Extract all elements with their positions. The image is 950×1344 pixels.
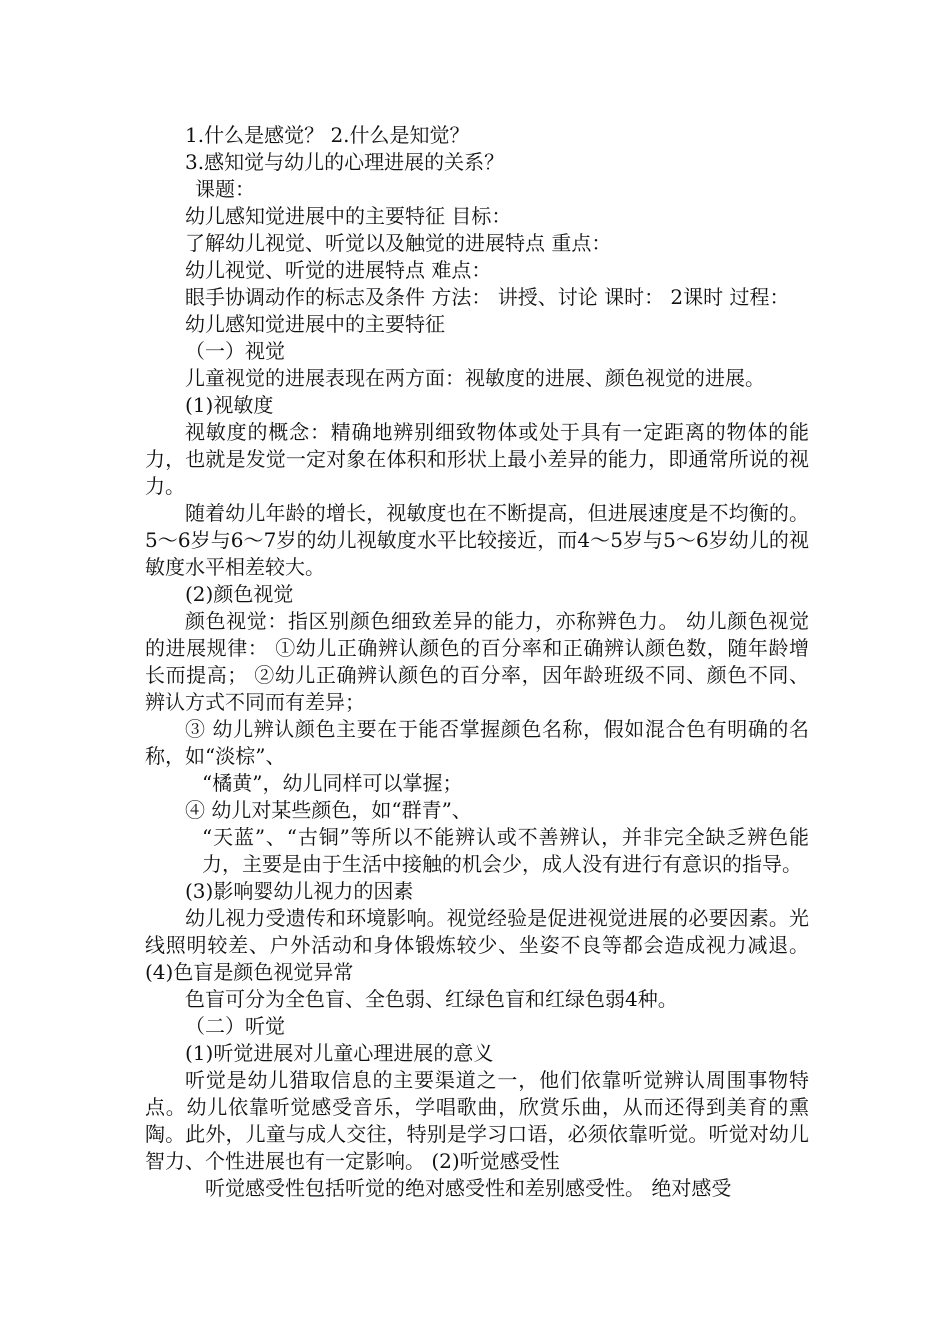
section-heading: 幼儿感知觉进展中的主要特征 xyxy=(185,312,445,336)
subsection-vision: （一）视觉 xyxy=(185,339,285,363)
paragraph: 随着幼儿年龄的增长，视敏度也在不断提高，但进展速度是不均衡的。5～6岁与6～7岁的幼儿视敏度水平比较接近，而4～5岁与5～6岁幼儿的视敏度水平相差较大。 xyxy=(145,501,809,579)
question-line-1: 1.什么是感觉？ 2.什么是知觉？ xyxy=(185,123,470,147)
topic-label: 课题： xyxy=(195,177,255,201)
paragraph: 儿童视觉的进展表现在两方面：视敏度的进展、颜色视觉的进展。 xyxy=(185,366,765,390)
paragraph: 颜色视觉：指区别颜色细致差异的能力，亦称辨色力。 幼儿颜色视觉的进展规律： ①幼儿正确辨认颜色的百分率和正确辨认颜色数，随年龄增长而提高； ②幼儿正确辨认颜色的百分率，因年龄班级不同、颜色不同、辨认方式不同而有差异； xyxy=(145,609,809,714)
goal-keypoint-line: 了解幼儿视觉、听觉以及触觉的进展特点 重点： xyxy=(185,231,612,255)
item-heading-hearing-significance: (1)听觉进展对儿童心理进展的意义 xyxy=(185,1041,494,1065)
paragraph: “橘黄”，幼儿同样可以掌握； xyxy=(202,771,463,795)
item-heading-visual-acuity: (1)视敏度 xyxy=(185,393,274,417)
paragraph: 视敏度的概念：精确地辨别细致物体或处于具有一定距离的物体的能力，也就是发觉一定对象在体积和形状上最小差异的能力，即通常所说的视力。 xyxy=(145,420,809,498)
paragraph: 色盲可分为全色盲、全色弱、红绿色盲和红绿色弱4种。 xyxy=(185,987,678,1011)
keypoint-difficulty-line: 幼儿视觉、听觉的进展特点 难点： xyxy=(185,258,492,282)
paragraph: ③ 幼儿辨认颜色主要在于能否掌握颜色名称，假如混合色有明确的名称，如“淡棕”、 xyxy=(145,717,809,768)
subsection-hearing: （二）听觉 xyxy=(185,1014,285,1038)
paragraph: 幼儿视力受遗传和环境影响。视觉经验是促进视觉进展的必要因素。光线照明较差、户外活动和身体锻炼较少、坐姿不良等都会造成视力减退。 (4)色盲是颜色视觉异常 xyxy=(145,906,809,984)
paragraph: “天蓝”、“古铜”等所以不能辨认或不善辨认，并非完全缺乏辨色能力，主要是由于生活中接触的机会少，成人没有进行有意识的指导。 xyxy=(202,825,809,876)
item-heading-vision-factors: (3)影响婴幼儿视力的因素 xyxy=(185,879,414,903)
document-page xyxy=(145,122,809,1202)
paragraph: 听觉感受性包括听觉的绝对感受性和差别感受性。 绝对感受 xyxy=(205,1176,732,1200)
paragraph: 听觉是幼儿猎取信息的主要渠道之一，他们依靠听觉辨认周围事物特点。幼儿依靠听觉感受音乐，学唱歌曲，欣赏乐曲，从而还得到美育的熏陶。此外，儿童与成人交往，特别是学习口语，必须依靠听觉。听觉对幼儿智力、个性进展也有一定影响。 (2)听觉感受性 xyxy=(145,1068,809,1173)
topic-goal-line: 幼儿感知觉进展中的主要特征 目标： xyxy=(185,204,512,228)
question-line-2: 3.感知觉与幼儿的心理进展的关系？ xyxy=(185,150,505,174)
paragraph: ④ 幼儿对某些颜色，如“群青”、 xyxy=(185,798,472,822)
item-heading-color-vision: (2)颜色视觉 xyxy=(185,582,294,606)
method-period-process-line: 眼手协调动作的标志及条件 方法： 讲授、讨论 课时： 2课时 过程： xyxy=(185,285,790,309)
